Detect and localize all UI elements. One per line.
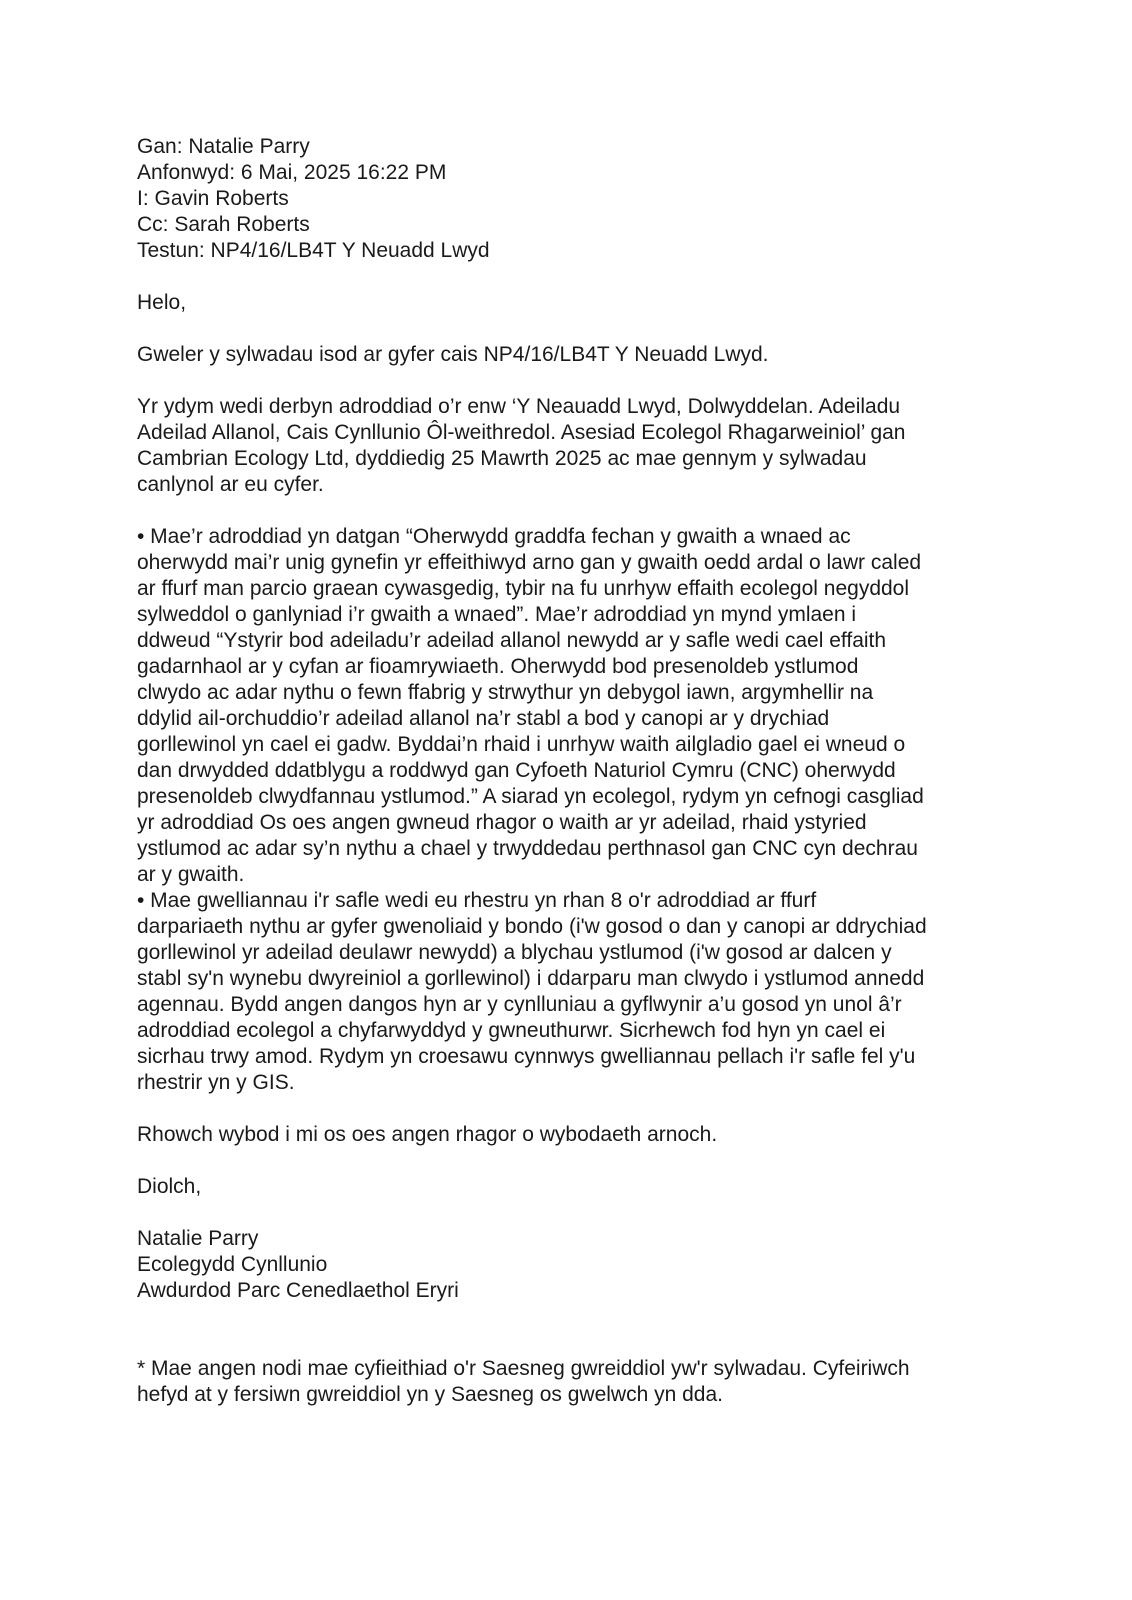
greeting: Helo, [137,291,187,314]
bullet-1-line: dan drwydded ddatblygu a roddwyd gan Cyfoeth Naturiol Cymru (CNC) oherwydd [137,759,896,782]
bullet-point-1 [137,524,997,888]
translation-footnote [137,1356,997,1408]
email-header [137,134,997,264]
report-line: Adeilad Allanol, Cais Cynllunio Ôl-weithredol. Asesiad Ecolegol Rhagarweiniol’ gan [137,421,906,444]
bullet-1-line: ddylid ail-orchuddio’r adeilad allanol na’r stabl a bod y canopi ar y drychiad [137,707,830,730]
report-line: Cambrian Ecology Ltd, dyddiedig 25 Mawrth 2025 ac mae gennym y sylwadau [137,447,867,470]
footnote-line: * Mae angen nodi mae cyfieithiad o'r Saesneg gwreiddiol yw'r sylwadau. Cyfeiriwch [137,1357,910,1380]
bullet-2-line: sicrhau trwy amod. Rydym yn croesawu cynnwys gwelliannau pellach i'r safle fel y'u [137,1045,916,1068]
bullet-point-2 [137,888,997,1096]
bullet-1-line: ar y gwaith. [137,863,245,886]
signature-organisation: Awdurdod Parc Cenedlaethol Eryri [137,1279,459,1302]
spacer [137,1304,997,1330]
header-subject: Testun: NP4/16/LB4T Y Neuadd Lwyd [137,239,490,262]
bullet-1-line: ystlumod ac adar sy’n nythu a chael y trwyddedau perthnasol gan CNC cyn dechrau [137,837,918,860]
bullet-2-line: agennau. Bydd angen dangos hyn ar y cynlluniau a gyflwynir a’u gosod yn unol â’r [137,993,902,1016]
header-to: I: Gavin Roberts [137,187,289,210]
spacer [137,264,997,290]
bullet-1-line: oherwydd mai’r unig gynefin yr effeithiwyd arno gan y gwaith oedd ardal o lawr caled [137,551,922,574]
header-cc: Cc: Sarah Roberts [137,213,310,236]
signature-name: Natalie Parry [137,1227,259,1250]
bullet-1-line: gorllewinol yn cael ei gadw. Byddai’n rhaid i unrhyw waith ailgladio gael ei wneud o [137,733,906,756]
intro-text: Gweler y sylwadau isod ar gyfer cais NP4/16/LB4T Y Neuadd Lwyd. [137,343,769,366]
bullet-1-line: ddweud “Ystyrir bod adeiladu’r adeilad allanol newydd ar y safle wedi cael effaith [137,629,887,652]
report-paragraph [137,394,997,498]
bullet-2-line: stabl sy'n wynebu dwyreiniol a gorllewinol) i ddarparu man clwydo i ystlumod annedd [137,967,925,990]
bullet-2-line: darpariaeth nythu ar gyfer gwenoliaid y bondo (i'w gosod o dan y canopi ar ddrychiad [137,915,927,938]
bullet-1-line: gadarnhaol ar y cyfan ar fioamrywiaeth. Oherwydd bod presenoldeb ystlumod [137,655,859,678]
spacer [137,1096,997,1122]
header-sent: Anfonwyd: 6 Mai, 2025 16:22 PM [137,161,447,184]
signoff: Diolch, [137,1175,202,1198]
report-line: canlynol ar eu cyfer. [137,473,324,496]
closing-request: Rhowch wybod i mi os oes angen rhagor o wybodaeth arnoch. [137,1123,718,1146]
bullet-1-line: presenoldeb clwydfannau ystlumod.” A siarad yn ecolegol, rydym yn cefnogi casgliad [137,785,924,808]
spacer [137,1200,997,1226]
bullet-2-line: gorllewinol yr adeilad deulawr newydd) a blychau ystlumod (i'w gosod ar dalcen y [137,941,892,964]
report-line: Yr ydym wedi derbyn adroddiad o’r enw ‘Y Neauadd Lwyd, Dolwyddelan. Adeiladu [137,395,901,418]
signature-title: Ecolegydd Cynllunio [137,1253,328,1276]
bullet-2-line: rhestrir yn y GIS. [137,1071,295,1094]
spacer [137,368,997,394]
header-from: Gan: Natalie Parry [137,135,310,158]
spacer [137,1148,997,1174]
spacer [137,498,997,524]
bullet-1-line: sylweddol o ganlyniad i’r gwaith a wnaed”. Mae’r adroddiad yn mynd ymlaen i [137,603,857,626]
footnote-line: hefyd at y fersiwn gwreiddiol yn y Saesneg os gwelwch yn dda. [137,1383,723,1406]
bullet-1-line: ar ffurf man parcio graean cywasgedig, tybir na fu unrhyw effaith ecolegol negyddol [137,577,910,600]
email-document [137,134,997,1408]
signature-block [137,1226,997,1304]
bullet-1-line: yr adroddiad Os oes angen gwneud rhagor o waith ar yr adeilad, rhaid ystyried [137,811,867,834]
bullet-2-line: adroddiad ecolegol a chyfarwyddyd y gwneuthurwr. Sicrhewch fod hyn yn cael ei [137,1019,886,1042]
spacer [137,1330,997,1356]
bullet-1-line: clwydo ac adar nythu o fewn ffabrig y strwythur yn debygol iawn, argymhellir na [137,681,874,704]
bullet-1-line: • Mae’r adroddiad yn datgan “Oherwydd graddfa fechan y gwaith a wnaed ac [137,525,851,548]
bullet-2-line: • Mae gwelliannau i'r safle wedi eu rhestru yn rhan 8 o'r adroddiad ar ffurf [137,889,817,912]
spacer [137,316,997,342]
